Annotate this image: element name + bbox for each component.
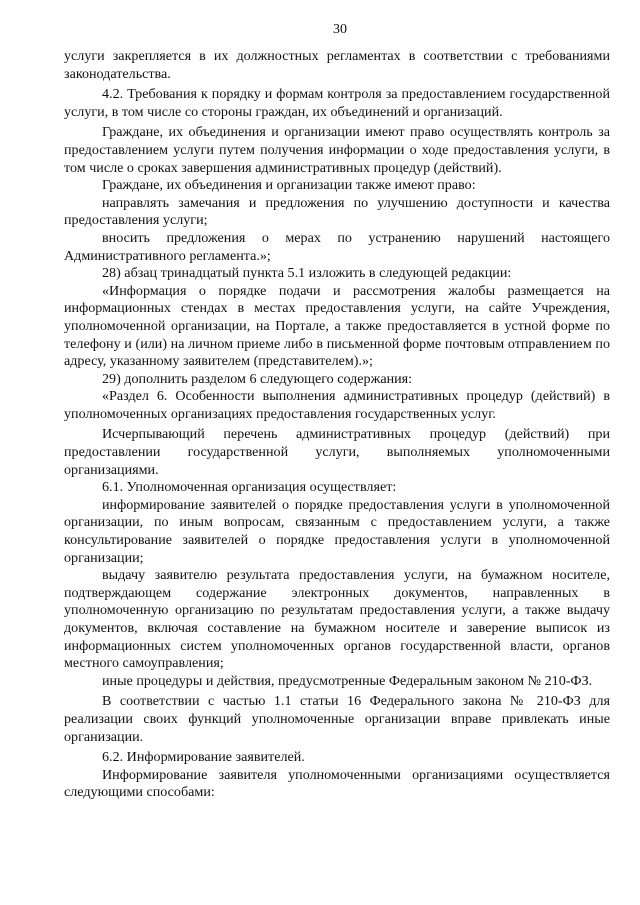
paragraph-remarks: направлять замечания и предложения по улучшению доступности и качества предоставления услуги; [64, 194, 610, 229]
paragraph-procedures-list: Исчерпывающий перечень административных процедур (действий) при предоставлении государственной услуги, выполняемых уполномоченными организациями. [64, 426, 610, 478]
paragraph-item-28: 28) абзац тринадцатый пункта 5.1 изложить в следующей редакции: [102, 265, 512, 282]
paragraph-section-4-2: 4.2. Требования к порядку и формам контроля за предоставлением государственной услуги, в том числе со стороны граждан, их объединений и организаций. [64, 86, 610, 120]
paragraph-other-procedures: иные процедуры и действия, предусмотренные Федеральным законом № 210-ФЗ. [102, 672, 593, 689]
page-number: 30 [333, 22, 347, 37]
paragraph-citizens-control: Граждане, их объединения и организации имеют право осуществлять контроль за предоставлением услуги путем получения информации о ходе предоставления услуги, в том числе о сроках завершения административных процедур (действий). [64, 124, 610, 176]
paragraph-result-issue: выдачу заявителю результата предоставления услуги, на бумажном носителе, подтверждающем содержание электронных документов, направленных в уполномоченную организацию по результатам предоставления услуги, а также выдачу документов, включая составление на бумажном носителе и заверение выписок из информационных систем уполномоченных органов государственной власти, органов местного самоуправления; [64, 567, 610, 672]
paragraph-section-6-1: 6.1. Уполномоченная организация осуществляет: [102, 479, 397, 496]
paragraph-proposals: вносить предложения о мерах по устранению нарушений настоящего Административного регламента.»; [64, 229, 610, 264]
paragraph-section-6-2: 6.2. Информирование заявителей. [102, 749, 305, 766]
paragraph-informing-methods: Информирование заявителя уполномоченными организациями осуществляется следующими способами: [64, 766, 610, 801]
paragraph-section-6-title: «Раздел 6. Особенности выполнения административных процедур (действий) в уполномоченных организациях предоставления государственных услуг. [64, 388, 610, 422]
paragraph-informing: информирование заявителей о порядке предоставления услуги в уполномоченной организации, по иным вопросам, связанным с предоставлением услуги, а также консультирование заявителей о порядке предоставления услуги в уполномоченной организации; [64, 496, 610, 566]
paragraph-duties-continuation: услуги закрепляется в их должностных регламентах в соответствии с требованиями законодательства. [64, 48, 610, 82]
paragraph-law-reference: В соответствии с частью 1.1 статьи 16 Федерального закона № 210-ФЗ для реализации своих функций уполномоченные организации вправе привлекать иные организации. [64, 693, 610, 745]
paragraph-complaint-info: «Информация о порядке подачи и рассмотрения жалобы размещается на информационных стендах в местах предоставления услуги, на сайте Учреждения, уполномоченной организации, на Портале, а также предоставляется в устной форме по телефону и (или) на личном приеме либо в письменной форме почтовым отправлением по адресу, указанному заявителем (представителем).»; [64, 282, 610, 370]
paragraph-item-29: 29) дополнить разделом 6 следующего содержания: [102, 370, 413, 387]
document-body [64, 48, 610, 802]
paragraph-citizens-rights: Граждане, их объединения и организации также имеют право: [102, 177, 476, 194]
